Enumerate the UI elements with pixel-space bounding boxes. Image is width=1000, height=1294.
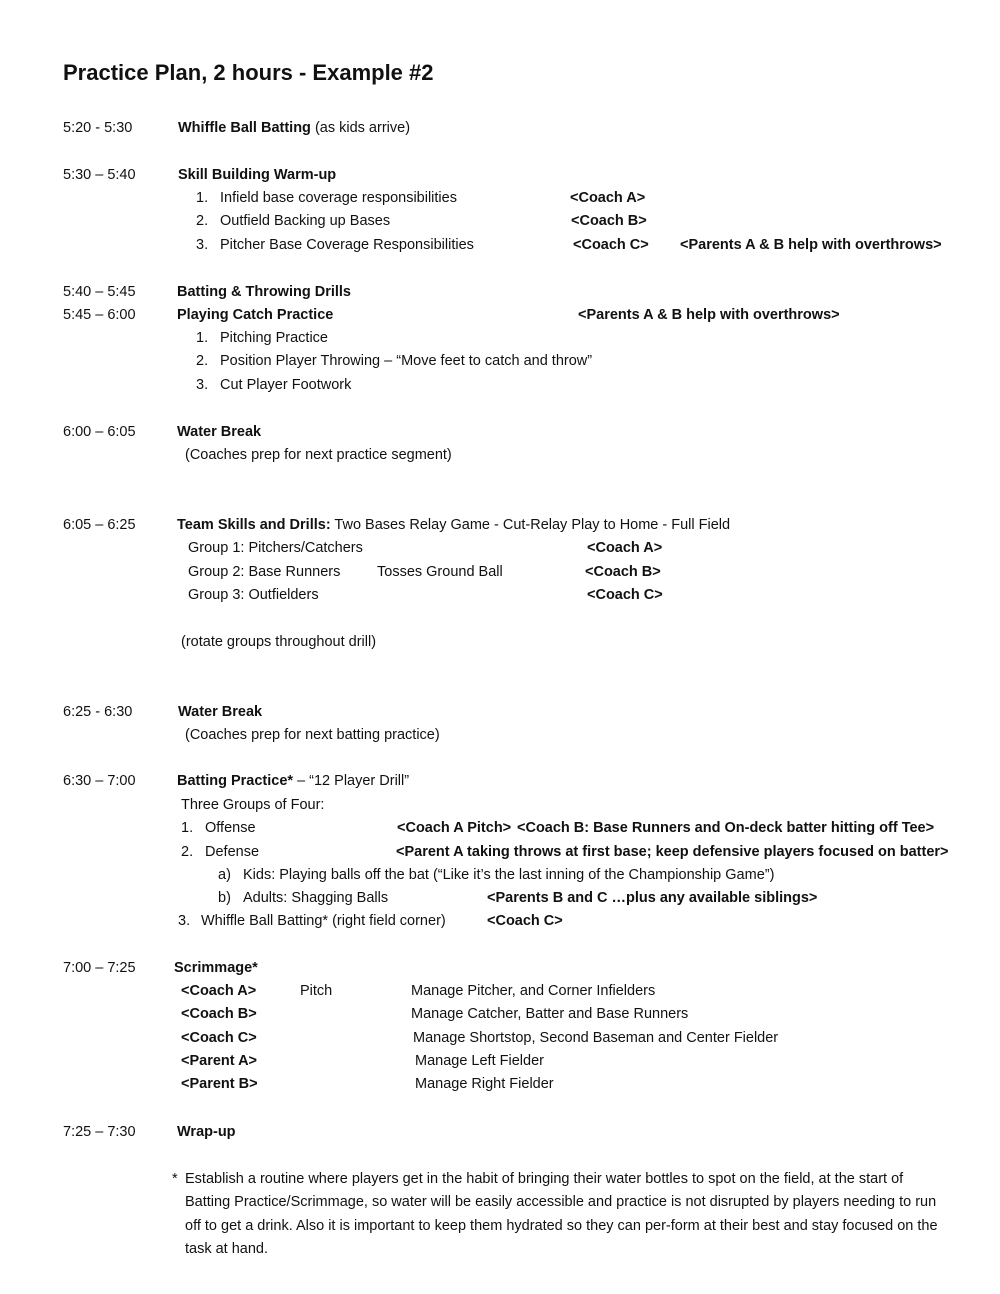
section-heading: Team Skills and Drills: (177, 517, 331, 533)
time-5-30: 5:30 – 5:40 (63, 167, 136, 183)
section-water-break: Water Break (177, 424, 262, 440)
scrimmage-task: Manage Shortstop, Second Baseman and Center Fielder (413, 1030, 779, 1046)
parent-assignment: <Parents A & B help with overthrows> (680, 237, 942, 253)
section-suffix: (as kids arrive) (310, 120, 411, 136)
coach-assignment: <Coach C> (587, 587, 663, 603)
scrimmage-person: <Coach B> (181, 1006, 257, 1022)
scrimmage-task: Manage Right Fielder (415, 1076, 554, 1092)
section-team-skills (177, 516, 730, 534)
scrimmage-task: Manage Left Fielder (415, 1053, 544, 1069)
list-number: 2. (181, 844, 194, 860)
footnote-marker: * (172, 1171, 178, 1187)
time-6-25: 6:25 - 6:30 (63, 704, 133, 720)
footnote (172, 1168, 942, 1261)
list-number: 2. (196, 213, 209, 229)
time-6-30: 6:30 – 7:00 (63, 773, 136, 789)
scrimmage-person: <Parent A> (181, 1053, 258, 1069)
rotate-note: (rotate groups throughout drill) (181, 634, 377, 650)
section-skill-building: Skill Building Warm-up (178, 167, 337, 183)
list-item: Offense (205, 820, 256, 836)
list-item: Defense (205, 844, 260, 860)
list-number: 1. (181, 820, 194, 836)
time-5-40: 5:40 – 5:45 (63, 284, 136, 300)
time-5-20: 5:20 - 5:30 (63, 120, 133, 136)
section-heading: Batting Practice* (177, 773, 294, 789)
list-number: 1. (196, 330, 209, 346)
coach-assignment: <Coach A Pitch> (397, 820, 512, 836)
list-number: 1. (196, 190, 209, 206)
coach-assignment: <Coach B: Base Runners and On-deck batter hitting off Tee> (517, 820, 935, 836)
section-suffix: Two Bases Relay Game - Cut-Relay Play to Home - Full Field (330, 517, 731, 533)
list-number: 3. (196, 237, 209, 253)
group-label: Group 3: Outfielders (188, 587, 319, 603)
time-6-00: 6:00 – 6:05 (63, 424, 136, 440)
time-6-05: 6:05 – 6:25 (63, 517, 136, 533)
section-whiffle-ball (178, 119, 410, 137)
coach-assignment: <Coach A> (570, 190, 646, 206)
time-5-45: 5:45 – 6:00 (63, 307, 136, 323)
parent-assignment: <Parents A & B help with overthrows> (578, 307, 840, 323)
list-item: Outfield Backing up Bases (220, 213, 391, 229)
sub-list-item: Kids: Playing balls off the bat (“Like it’s the last inning of the Championship Game”) (243, 867, 775, 883)
list-number: 3. (196, 377, 209, 393)
scrimmage-task: Manage Pitcher, and Corner Infielders (411, 983, 656, 999)
list-item: Whiffle Ball Batting* (right field corner) (201, 913, 446, 929)
section-batting-practice (177, 772, 409, 790)
section-intro: Three Groups of Four: (181, 797, 325, 813)
page-title: Practice Plan, 2 hours - Example #2 (63, 60, 434, 85)
coach-assignment: <Coach C> (573, 237, 649, 253)
coach-assignment: <Coach A> (587, 540, 663, 556)
section-subtext: (Coaches prep for next batting practice) (185, 727, 440, 743)
scrimmage-person: <Parent B> (181, 1076, 258, 1092)
time-7-00: 7:00 – 7:25 (63, 960, 136, 976)
list-item: Pitching Practice (220, 330, 328, 346)
scrimmage-person: <Coach A> (181, 983, 257, 999)
group-label: Group 2: Base Runners (188, 564, 341, 580)
footnote-text: Establish a routine where players get in the habit of bringing their water bottles to spot on the field, at the start of Batting Practice/Scrimmage, so water will be easily accessible and practice is not disrupted by players needing to run off to get a drink. Also it is important to keep them hydrated so they can per-form at their best and stay focused on the task at hand. (185, 1171, 938, 1257)
section-scrimmage: Scrimmage* (174, 960, 258, 976)
group-label: Group 1: Pitchers/Catchers (188, 540, 363, 556)
list-item: Cut Player Footwork (220, 377, 352, 393)
section-water-break-2: Water Break (178, 704, 263, 720)
scrimmage-task: Manage Catcher, Batter and Base Runners (411, 1006, 689, 1022)
section-batting-throwing: Batting & Throwing Drills (177, 284, 351, 300)
section-heading: Whiffle Ball Batting (178, 120, 311, 136)
list-item: Pitcher Base Coverage Responsibilities (220, 237, 474, 253)
coach-assignment: <Coach C> (487, 913, 563, 929)
sub-list-letter: a) (218, 867, 231, 883)
sub-list-letter: b) (218, 890, 231, 906)
list-item: Infield base coverage responsibilities (220, 190, 457, 206)
scrimmage-role: Pitch (300, 983, 333, 999)
section-wrap-up: Wrap-up (177, 1124, 236, 1140)
list-number: 3. (178, 913, 191, 929)
parent-assignment: <Parent A taking throws at first base; keep defensive players focused on batter> (396, 844, 949, 860)
section-subtext: (Coaches prep for next practice segment) (185, 447, 452, 463)
section-playing-catch: Playing Catch Practice (177, 307, 334, 323)
sub-list-item: Adults: Shagging Balls (243, 890, 389, 906)
group-task: Tosses Ground Ball (377, 564, 503, 580)
time-7-25: 7:25 – 7:30 (63, 1124, 136, 1140)
coach-assignment: <Coach B> (571, 213, 647, 229)
section-suffix: – “12 Player Drill” (293, 773, 410, 789)
parent-assignment: <Parents B and C …plus any available siblings> (487, 890, 818, 906)
scrimmage-person: <Coach C> (181, 1030, 257, 1046)
list-number: 2. (196, 353, 209, 369)
coach-assignment: <Coach B> (585, 564, 661, 580)
list-item: Position Player Throwing – “Move feet to catch and throw” (220, 353, 593, 369)
